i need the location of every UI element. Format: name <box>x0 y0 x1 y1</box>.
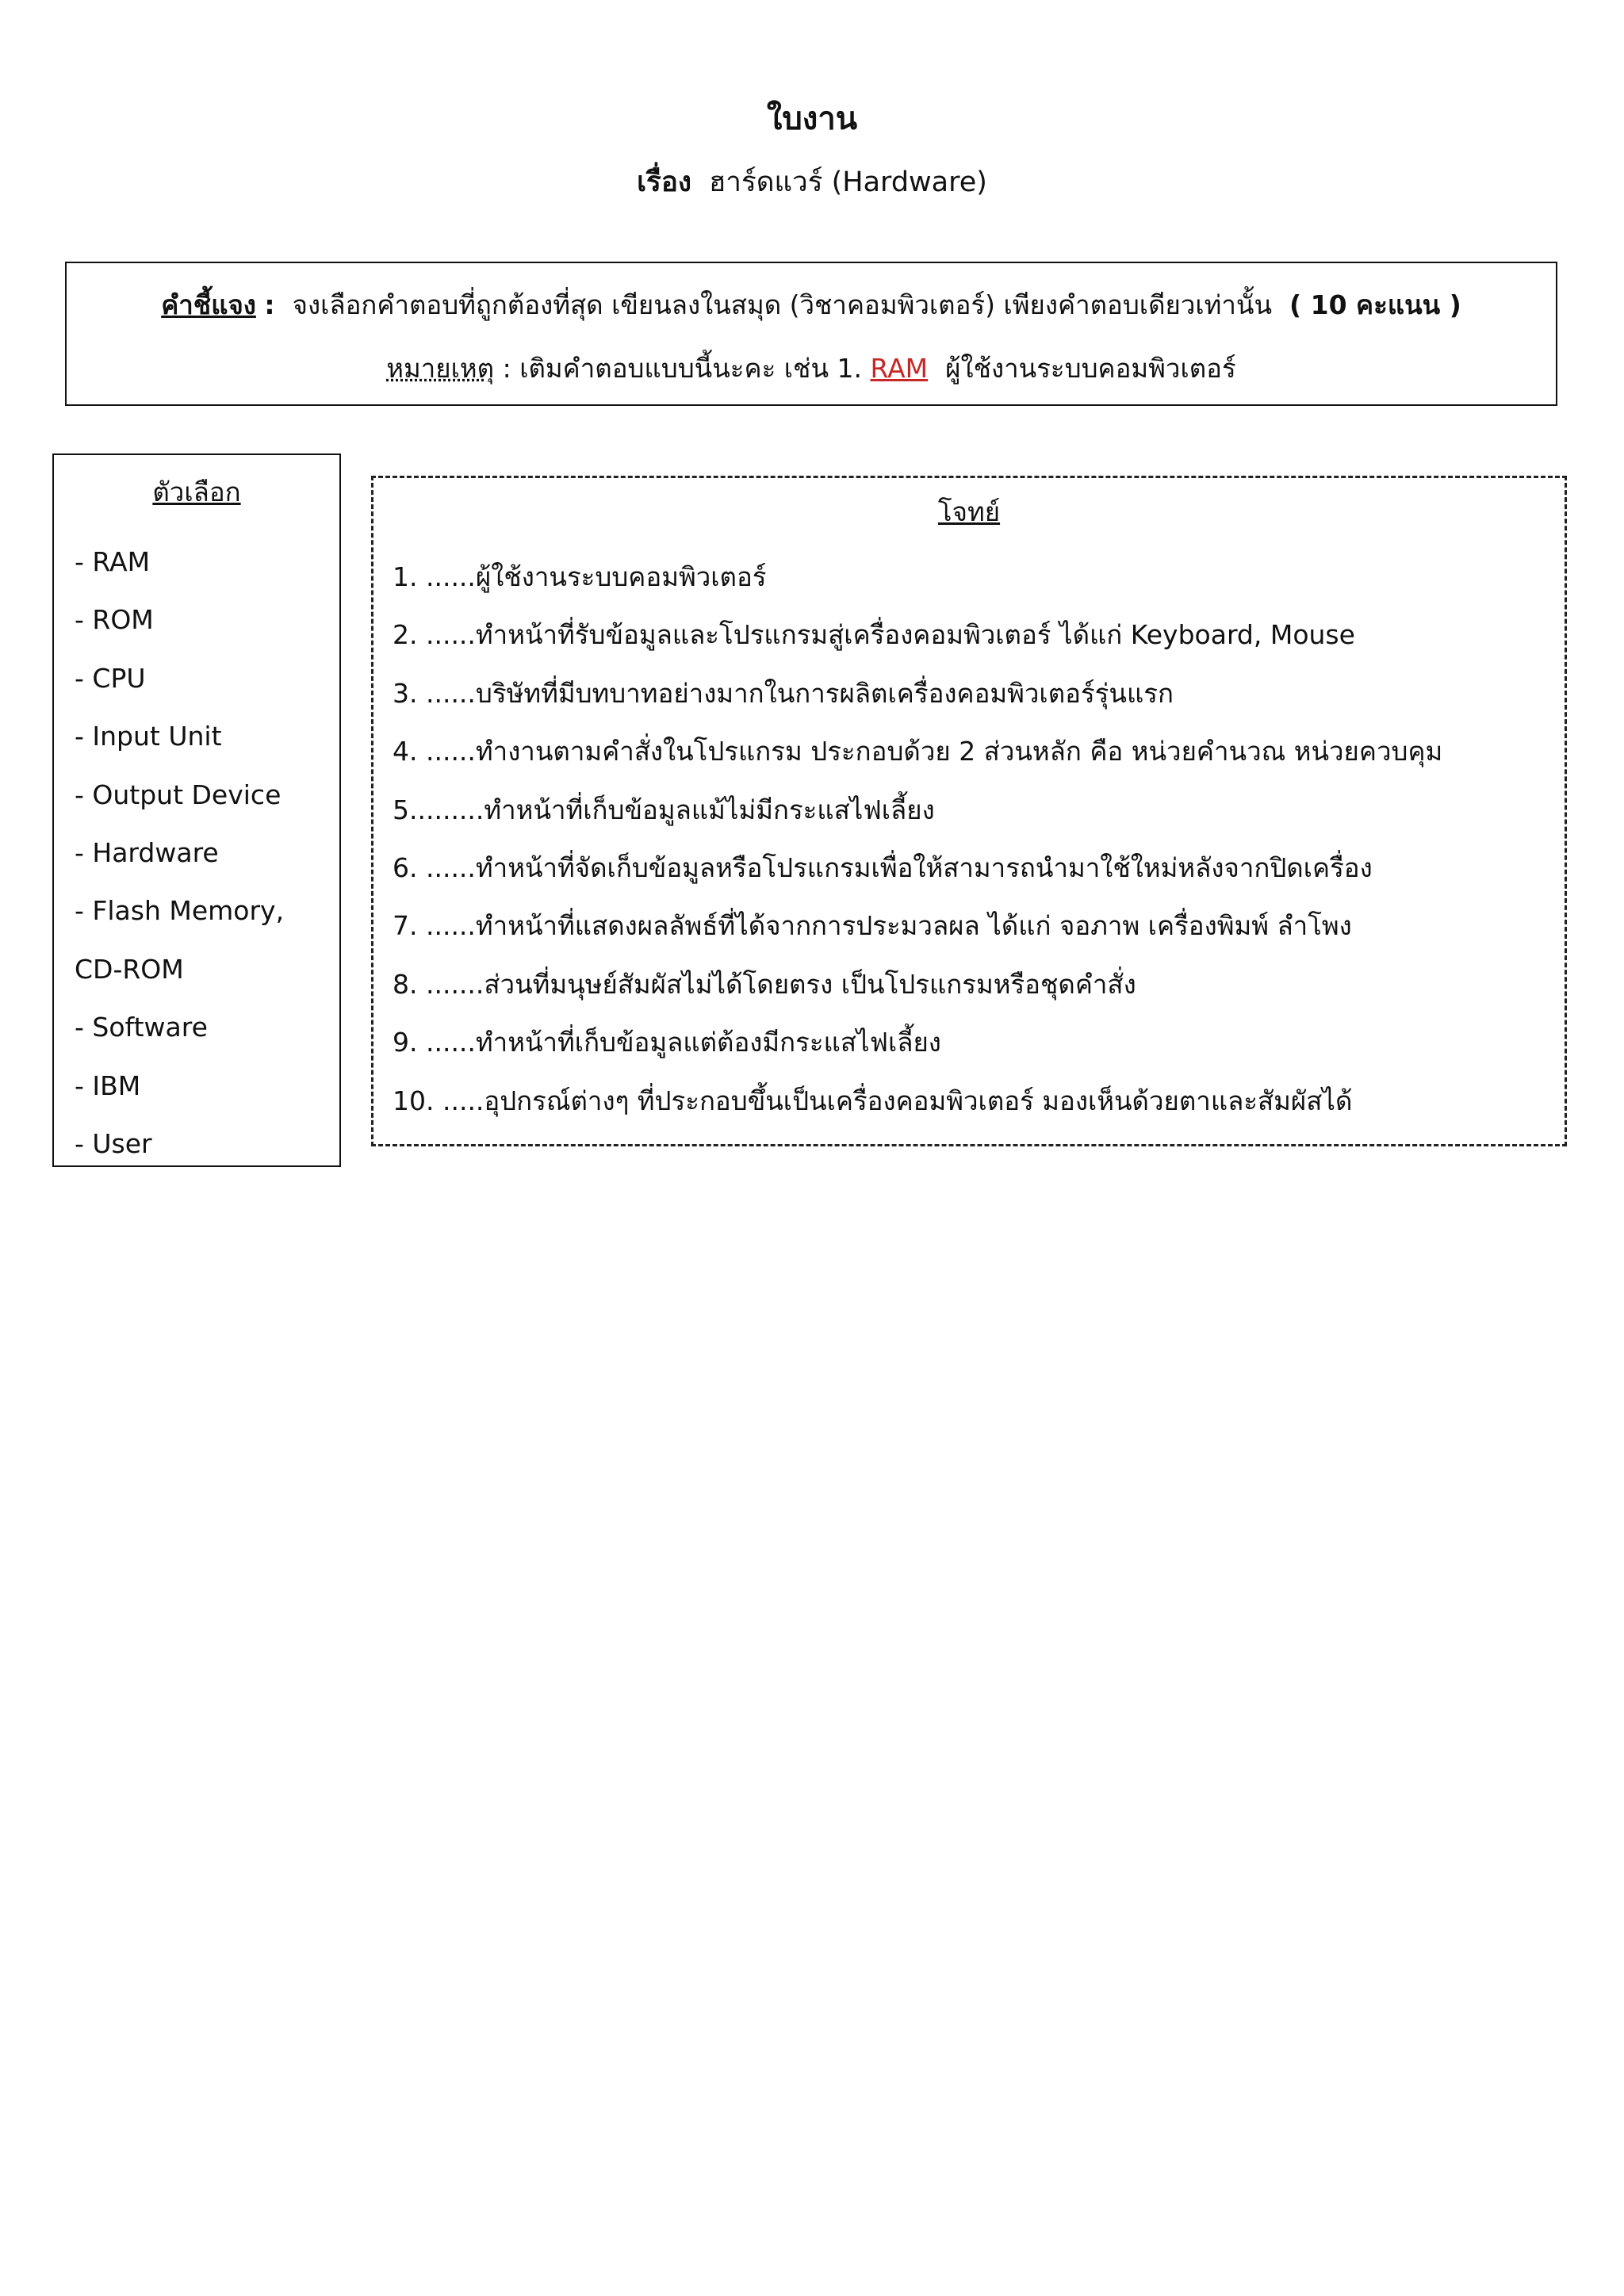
instruction-text: จงเลือกคำตอบที่ถูกต้องที่สุด เขียนลงในสมุด (วิชาคอมพิวเตอร์) เพียงคำตอบเดียวเท่านั้น <box>292 289 1273 320</box>
question-item: 9. ......ทำหน้าที่เก็บข้อมูลแต่ต้องมีกระแสไฟเลี้ยง <box>393 1027 941 1058</box>
question-item: 10. .....อุปกรณ์ต่างๆ ที่ประกอบขึ้นเป็นเครื่องคอมพิวเตอร์ มองเห็นด้วยตาและสัมผัสได้ <box>393 1085 1353 1116</box>
option-item: - CPU <box>75 662 146 694</box>
instruction-label: คำชี้แจง <box>161 289 256 320</box>
option-item: - User <box>75 1127 152 1159</box>
subtitle <box>0 159 1624 206</box>
options-list <box>75 533 336 1173</box>
option-item: - Input Unit <box>75 721 222 752</box>
options-box <box>52 453 341 1167</box>
question-item: 2. ......ทำหน้าที่รับข้อมูลและโปรแกรมสู่เครื่องคอมพิวเตอร์ ได้แก่ Keyboard, Mouse <box>393 619 1355 651</box>
question-item: 3. ......บริษัทที่มีบทบาทอย่างมากในการผลิตเครื่องคอมพิวเตอร์รุ่นแรก <box>393 677 1174 709</box>
option-item: CD-ROM <box>75 953 184 985</box>
subject-value: ฮาร์ดแวร์ (Hardware) <box>708 166 987 198</box>
questions-list <box>393 548 1558 1130</box>
question-item: 8. .......ส่วนที่มนุษย์สัมผัสไม่ได้โดยตรง เป็นโปรแกรมหรือชุดคำสั่ง <box>393 968 1136 1000</box>
question-item: 1. ......ผู้ใช้งานระบบคอมพิวเตอร์ <box>393 561 767 592</box>
option-item: - RAM <box>75 546 151 577</box>
note-text: : เติมคำตอบแบบนี้นะคะ เช่น 1. <box>502 353 862 384</box>
instruction-box <box>65 262 1557 406</box>
option-item: - Output Device <box>75 779 282 810</box>
questions-box <box>371 476 1567 1146</box>
option-item: - Software <box>75 1012 208 1043</box>
instruction-colon: : <box>264 289 275 320</box>
question-item: 6. ......ทำหน้าที่จัดเก็บข้อมูลหรือโปรแกรมเพื่อให้สามารถนำมาใช้ใหม่หลังจากปิดเครื่อง <box>393 851 1373 883</box>
note-example: RAM <box>870 353 929 384</box>
page-title: ใบงาน <box>766 101 858 137</box>
option-item: - Hardware <box>75 836 219 868</box>
note-line <box>67 347 1556 390</box>
note-label: หมายเหตุ <box>386 353 495 384</box>
question-item: 7. ......ทำหน้าที่แสดงผลลัพธ์ที่ได้จากการประมวลผล ได้แก่ จอภาพ เครื่องพิมพ์ ลำโพง <box>393 910 1352 942</box>
instruction-line <box>67 284 1556 327</box>
subject-label: เรื่อง <box>637 166 691 198</box>
options-title: ตัวเลือก <box>152 476 241 507</box>
questions-title: โจทย์ <box>937 496 1001 527</box>
score-text: ( 10 คะแนน ) <box>1289 289 1461 320</box>
question-item: 5.........ทำหน้าที่เก็บข้อมูลแม้ไม่มีกระแสไฟเลี้ยง <box>393 794 935 825</box>
option-item: - ROM <box>75 604 154 636</box>
note-tail: ผู้ใช้งานระบบคอมพิวเตอร์ <box>945 353 1236 384</box>
question-item: 4. ......ทำงานตามคำสั่งในโปรแกรม ประกอบด้วย 2 ส่วนหลัก คือ หน่วยคำนวณ หน่วยควบคุม <box>393 736 1443 767</box>
option-item: - Flash Memory, <box>75 895 285 927</box>
option-item: - IBM <box>75 1070 141 1101</box>
